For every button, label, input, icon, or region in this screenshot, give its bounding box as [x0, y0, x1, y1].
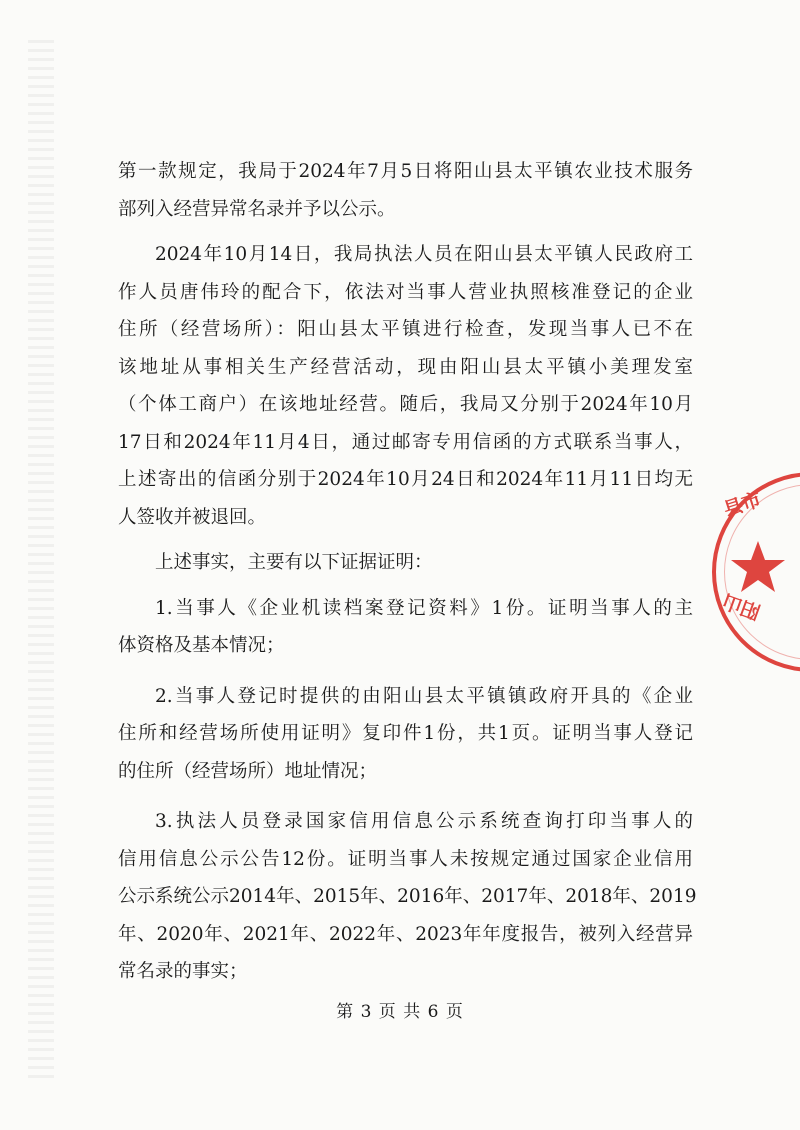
- text-line: 住所（经营场所）：阳山县太平镇进行检查，发现当事人已不在: [118, 319, 693, 340]
- text-line: 信用信息公示公告12份。证明当事人未按规定通过国家企业信用: [118, 848, 693, 870]
- text-line: 第一款规定，我局于2024年7月5日将阳山县太平镇农业技术服务: [118, 161, 693, 182]
- document-body: [118, 153, 697, 991]
- official-seal: [712, 472, 800, 672]
- seal-text-bottom: 阳山: [719, 589, 764, 623]
- star-icon: [728, 538, 788, 598]
- text-line: 1.当事人《企业机读档案登记资料》1份。证明当事人的主: [155, 597, 693, 619]
- text-line: 的住所（经营场所）地址情况；: [118, 760, 378, 782]
- text-line: 体资格及基本情况；: [118, 635, 285, 656]
- text-line: 常名录的事实；: [118, 961, 248, 982]
- text-line: 2.当事人登记时提供的由阳山县太平镇镇政府开具的《企业: [155, 685, 693, 707]
- text-line: 17日和2024年11月4日，通过邮寄专用信函的方式联系当事人，: [118, 431, 693, 453]
- text-line: 公示系统公示2014年、2015年、2016年、2017年、2018年、2019: [118, 886, 697, 907]
- text-line: 上述寄出的信函分别于2024年10月24日和2024年11月11日均无: [118, 469, 693, 490]
- text-line: 年、2020年、2021年、2022年、2023年年度报告，被列入经营异: [118, 923, 693, 945]
- text-line: 人签收并被退回。: [118, 506, 267, 528]
- text-line: 作人员唐伟玲的配合下，依法对当事人营业执照核准登记的企业: [118, 281, 693, 303]
- text-line: 上述事实，主要有以下证据证明：: [155, 552, 433, 573]
- seal-text-top: 县市: [720, 488, 764, 522]
- text-line: 3.执法人员登录国家信用信息公示系统查询打印当事人的: [155, 811, 693, 832]
- text-line: 该地址从事相关生产经营活动，现由阳山县太平镇小美理发室: [118, 356, 693, 378]
- text-line: 部列入经营异常名录并予以公示。: [118, 198, 396, 220]
- text-line: 住所和经营场所使用证明》复印件1份，共1页。证明当事人登记: [118, 723, 693, 744]
- text-line: （个体工商户）在该地址经营。随后，我局又分别于2024年10月: [118, 394, 693, 415]
- text-line: 2024年10月14日，我局执法人员在阳山县太平镇人民政府工: [155, 244, 693, 265]
- page-number-footer: 第 3 页 共 6 页: [336, 1002, 464, 1022]
- scan-edge-artifact: [28, 40, 54, 1080]
